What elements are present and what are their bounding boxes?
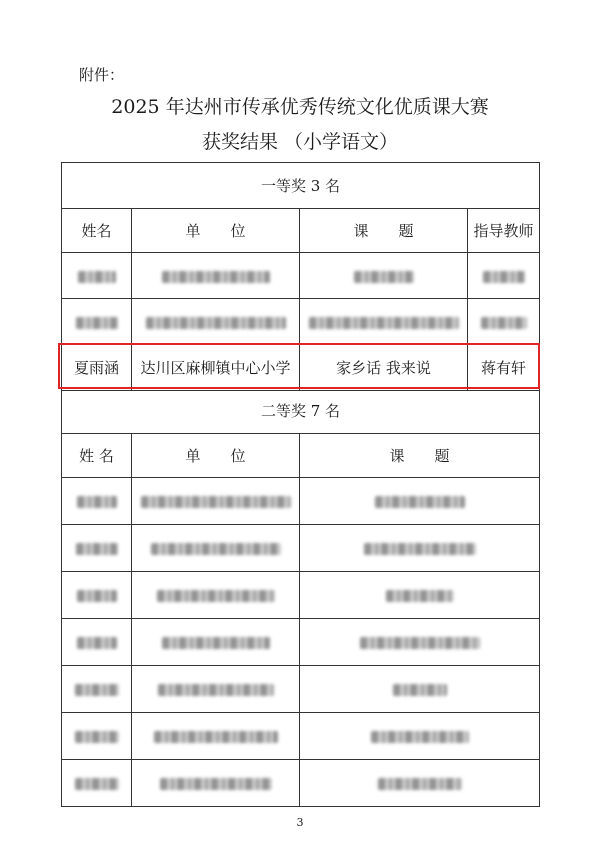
redacted-cell: [132, 572, 300, 619]
second-prize-header-row: [62, 434, 540, 478]
header-topic: 课 题: [300, 209, 468, 253]
redacted-cell: [132, 619, 300, 666]
first-prize-header-row: [62, 209, 540, 253]
redacted-cell: [300, 525, 540, 572]
redacted-cell: [468, 299, 540, 345]
redacted-cell: [62, 299, 132, 345]
page-number: 3: [296, 816, 304, 829]
redacted-cell: [132, 760, 300, 807]
table-row: [62, 525, 540, 572]
second-prize-section-row: [62, 388, 540, 434]
redacted-cell: [132, 525, 300, 572]
header-name: 姓名: [62, 209, 132, 253]
header-topic: 课 题: [300, 434, 540, 478]
redacted-cell: [132, 299, 300, 345]
redacted-cell: [62, 572, 132, 619]
redacted-cell: [62, 478, 132, 525]
redacted-cell: [300, 760, 540, 807]
redacted-cell: [300, 478, 540, 525]
document-title: 2025 年达州市传承优秀传统文化优质课大赛: [111, 96, 489, 118]
header-unit: 单 位: [132, 209, 300, 253]
winner-topic: 家乡话 我来说: [300, 345, 468, 391]
redacted-cell: [62, 619, 132, 666]
second-prize-heading: 二等奖 7 名: [62, 388, 540, 434]
redacted-cell: [62, 253, 132, 299]
header-unit: 单 位: [132, 434, 300, 478]
winner-name: 夏雨涵: [62, 345, 132, 391]
redacted-cell: [468, 253, 540, 299]
table-row: [62, 619, 540, 666]
redacted-cell: [62, 666, 132, 713]
header-teacher: 指导教师: [468, 209, 540, 253]
table-row: [62, 478, 540, 525]
redacted-cell: [132, 478, 300, 525]
second-prize-table: [61, 388, 540, 807]
table-row: [62, 299, 540, 345]
winner-unit: 达川区麻柳镇中心小学: [132, 345, 300, 391]
redacted-cell: [132, 666, 300, 713]
redacted-cell: [300, 299, 468, 345]
winner-teacher: 蒋有轩: [468, 345, 540, 391]
table-row-highlighted: [62, 345, 540, 391]
redacted-cell: [62, 713, 132, 760]
first-prize-heading: 一等奖 3 名: [62, 163, 540, 209]
redacted-cell: [62, 525, 132, 572]
document-subtitle: 获奖结果 （小学语文）: [201, 131, 399, 153]
redacted-cell: [300, 713, 540, 760]
first-prize-section-row: [62, 163, 540, 209]
attachment-label: 附件：: [79, 66, 125, 84]
table-row: [62, 760, 540, 807]
redacted-cell: [300, 572, 540, 619]
redacted-cell: [300, 619, 540, 666]
table-row: [62, 666, 540, 713]
header-name: 姓 名: [62, 434, 132, 478]
redacted-cell: [300, 666, 540, 713]
table-row: [62, 253, 540, 299]
table-row: [62, 713, 540, 760]
first-prize-table: [61, 162, 540, 391]
redacted-cell: [132, 713, 300, 760]
redacted-cell: [132, 253, 300, 299]
redacted-cell: [62, 760, 132, 807]
table-row: [62, 572, 540, 619]
redacted-cell: [300, 253, 468, 299]
